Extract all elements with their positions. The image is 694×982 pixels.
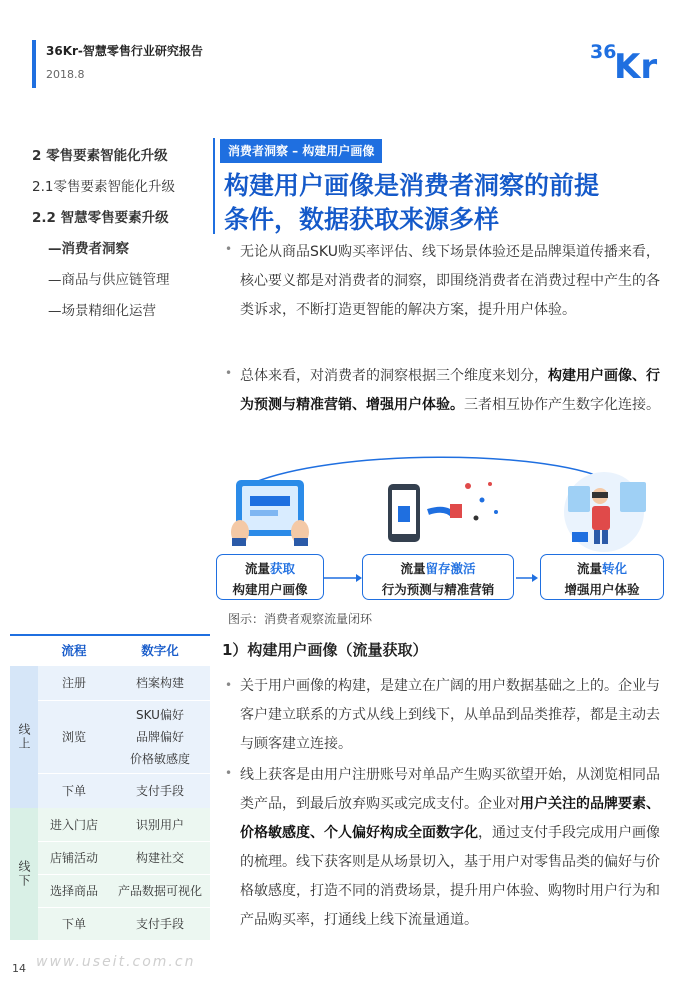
stage-title-text: 流量 (576, 561, 602, 576)
stage-subtitle: 行为预测与精准营销 (381, 582, 495, 597)
process-digitization-table (10, 634, 210, 940)
section-paragraph-1: 关于用户画像的构建，是建立在广阔的用户数据基础之上的。企业与客户建立联系的方式从线上到线下，从单品到品类推荐，都是主动去与顾客建立连接。 (240, 678, 660, 752)
phone-magnet-illustration-icon (388, 482, 498, 542)
stage-title-accent: 获取 (270, 561, 296, 576)
stage-title-text: 流量 (400, 561, 426, 576)
headline-line-2: 条件，数据获取来源多样 (224, 205, 500, 234)
figure-caption: 图示：消费者观察流量闭环 (228, 612, 373, 626)
cell-digital: 支付手段 (135, 917, 184, 931)
cell-step: 选择商品 (49, 884, 98, 898)
section-tag: 消费者洞察 – 构建用户画像 (220, 139, 382, 163)
traffic-loop-diagram (206, 456, 676, 608)
section-heading: 1）构建用户画像（流量获取） (222, 641, 428, 659)
text-span: 总体来看，对消费者的洞察根据三个维度来划分， (240, 368, 548, 384)
watermark: www.useit.com.cn (36, 954, 196, 970)
cell-step: 下单 (61, 917, 86, 931)
stage-box-conversion (540, 554, 664, 600)
cell-line: SKU偏好 (136, 708, 184, 722)
cell-step: 进入门店 (49, 817, 98, 832)
cell-line: 价格敏感度 (129, 752, 190, 766)
bullet-icon: • (225, 678, 233, 692)
cell-digital: 构建社交 (135, 851, 184, 865)
cell-step: 注册 (61, 676, 86, 690)
report-date: 2018.8 (46, 68, 85, 81)
bullet-icon: • (225, 366, 233, 380)
stage-title (363, 559, 513, 577)
header-accent-bar (32, 40, 36, 88)
cell-digital: 档案构建 (135, 676, 184, 690)
36kr-logo (590, 36, 670, 82)
stage-subtitle: 增强用户体验 (564, 582, 640, 597)
cell-digital: 支付手段 (135, 784, 184, 798)
cell-step: 浏览 (61, 730, 86, 744)
table-header-digital: 数字化 (141, 643, 179, 658)
stage-title (217, 559, 323, 577)
headline-accent-line (213, 138, 215, 234)
bullet-icon: • (225, 242, 233, 256)
cell-line: 品牌偏好 (135, 730, 184, 744)
group-label-online: 线上 (17, 723, 31, 751)
toc-item[interactable]: —场景精细化运营 (48, 303, 156, 319)
intro-paragraph-1: 无论从商品SKU购买率评估、线下场景体验还是品牌渠道传播来看，核心要义都是对消费者的洞察，即围绕消费者在消费过程中产生的各类诉求，不断打造更智能的解决方案，提升用户体验。 (240, 244, 660, 318)
stage-title-accent: 留存激活 (425, 561, 476, 576)
stage-title-text: 流量 (244, 561, 270, 576)
stage-box-acquisition (216, 554, 324, 600)
stage-subtitle: 构建用户画像 (232, 582, 308, 597)
cell-step: 下单 (61, 784, 86, 798)
cell-digital-multi (110, 701, 210, 773)
emphasis-text: 构建用户画像、行为预测与精准营销、增强用户体验。 (240, 368, 660, 413)
toc-item-current[interactable]: —消费者洞察 (48, 241, 129, 257)
stage-title-accent: 转化 (602, 561, 628, 576)
text-span: ，通过支付手段完成用户画像的梳理。线下获客则是从场景切入，基于用户对零售品类的偏好与价格敏感度，打造不同的消费场景，提升用户体验、购物时用户行为和产品购买率，打通线上线下流量通道。 (240, 825, 660, 928)
section-paragraph-2 (240, 761, 660, 935)
cell-step: 店铺活动 (49, 851, 98, 865)
report-title: 36Kr-智慧零售行业研究报告 (46, 44, 203, 58)
text-span: 线上获客是由用户注册账号对单品产生购买欲望开始，从浏览相同品类产品，到最后放弃购买或完成支付。企业对 (240, 767, 660, 812)
page-number: 14 (12, 962, 26, 975)
tablet-illustration-icon (231, 480, 309, 546)
toc-item[interactable]: 2.2 智慧零售要素升级 (32, 210, 169, 226)
bullet-icon: • (225, 766, 233, 780)
svg-text:Kr: Kr (614, 47, 658, 82)
vr-experience-illustration-icon (564, 472, 646, 552)
cell-digital: 识别用户 (135, 817, 184, 832)
toc-item[interactable]: 2 零售要素智能化升级 (32, 148, 168, 164)
group-label-offline: 线下 (17, 860, 31, 888)
arrow-head-icon (532, 574, 538, 582)
intro-paragraph-2 (240, 362, 660, 420)
cell-digital: 产品数据可视化 (117, 884, 202, 898)
svg-text:36: 36 (590, 41, 617, 63)
text-span: 三者相互协作产生数字化连接。 (464, 397, 660, 413)
toc-item[interactable]: —商品与供应链管理 (48, 272, 170, 288)
toc-item[interactable]: 2.1零售要素智能化升级 (32, 179, 175, 195)
headline-line-1: 构建用户画像是消费者洞察的前提 (224, 171, 600, 200)
table-header-process: 流程 (61, 643, 87, 658)
stage-box-retention (362, 554, 514, 600)
stage-title (541, 559, 663, 577)
emphasis-text: 用户关注的品牌要素、价格敏感度、个人偏好构成全面数字化 (240, 796, 660, 841)
